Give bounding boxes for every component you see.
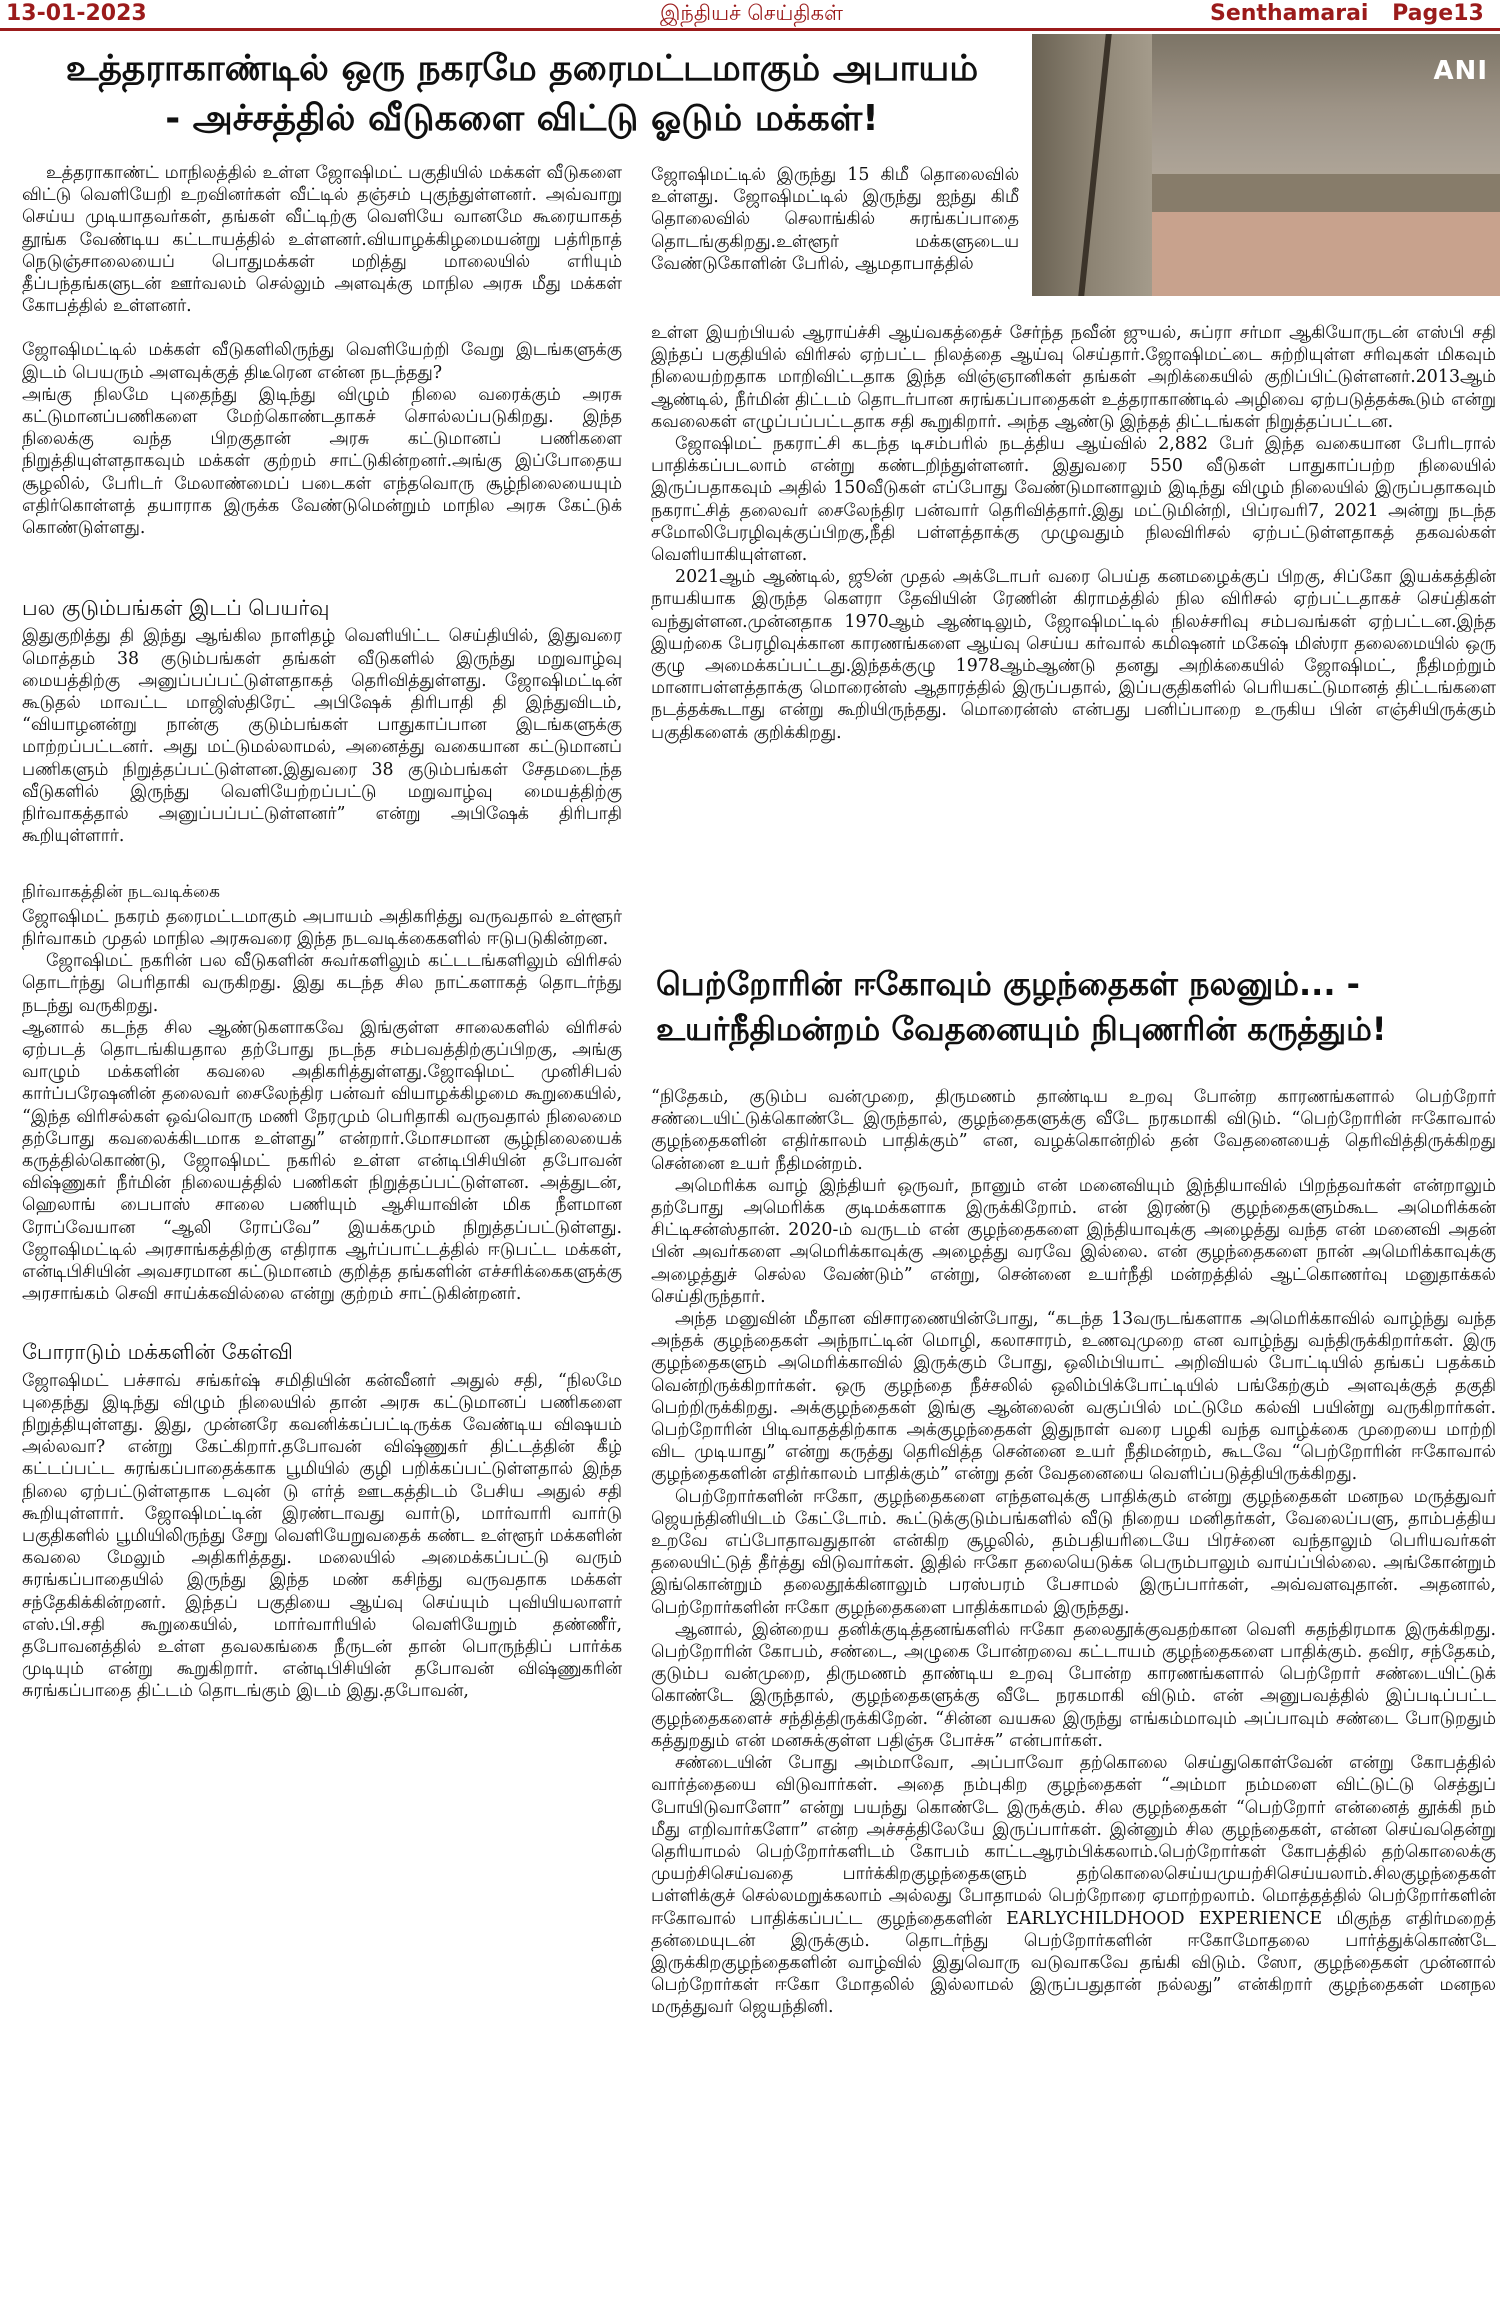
article1-para: ஆனால் கடந்த சில ஆண்டுகளாகவே இங்குள்ள சாலைகளில் விரிசல் ஏற்படத் தொடங்கியதால தற்போது நடந்த சம்பவத்திற்குப்பிறகு, அங்கு வாழும் மக்களின் கவலை அதிகரித்துள்ளது.ஜோஷிமட் முனிசிபல் கார்ப்பரேஷனின் தலைவர் சைலேந்திர பன்வர் வியாழக்கிழமை கூறுகையில், “இந்த விரிசல்கள் ஒவ்வொரு மணி நேரமும் பெரிதாகி வருவதால் நிலைமை தற்போது கவலைக்கிடமாக உள்ளது” என்றார்.மோசமான சூழ்நிலையைக் கருத்தில்கொண்டு, ஜோஷிமட் நகரில் உள்ள என்டிபிசியின் தபோவன் விஷ்ணுகர் நீர்மின் நிலையத்தில் பணிகள் நிறுத்தப்பட்டுள்ளன. அத்துடன், ஹெலாங் பைபாஸ் சாலை பணியும் ஆசியாவின் மிக நீளமான ரோப்வேயான “ஆலி ரோப்வே” இயக்கமும் நிறுத்தப்பட்டுள்ளது. ஜோஷிமட்டில் அரசாங்கத்திற்கு எதிராக ஆர்ப்பாட்டத்தில் ஈடுபட்ட மக்கள், என்டிபிசியின் அவசரமான கட்டுமானம் குறித்த தங்களின் எச்சரிக்கைகளுக்கு அரசாங்கம் செவி சாய்க்கவில்லை என்று குற்றம் சாட்டுகின்றனர்.: [22, 1017, 622, 1305]
article1-para: அங்கு நிலமே புதைந்து இடிந்து விழும் நிலை வரைக்கும் அரசு கட்டுமானப்பணிகளை மேற்கொண்டதாகச் சொல்லப்படுகிறது. இந்த நிலைக்கு வந்த பிறகுதான் அரசு கட்டுமானப் பணிகளை நிறுத்தியுள்ளதாகவும் மக்கள் குற்றம் சாட்டுகின்றனர்.அங்கு இப்போதைய சூழலில், பேரிடர் மேலாண்மைப் படைகள் எந்தவொரு சூழ்நிலையையும் எதிர்கொள்ளத் தயாராக இருக்க வேண்டுமென்றும் மாநில அரசு கேட்டுக் கொண்டுள்ளது.: [22, 384, 622, 539]
article2-para: “நிதேகம், குடும்ப வன்முறை, திருமணம் தாண்டிய உறவு போன்ற காரணங்களால் பெற்றோர் சண்டையிட்டுக்கொண்டே இருந்தால், குழந்தைகளுக்கு வீடே நரகமாகி விடும். “பெற்றோரின் ஈகோவால் குழந்தைகளின் எதிர்காலம் பாதிக்கும்” என, வழக்கொன்றில் தன் வேதனையைத் தெரிவித்திருக்கிறது சென்னை உயர் நீதிமன்றம்.: [651, 1087, 1496, 1174]
article1-para: ஜோஷிமட் நகராட்சி கடந்த டிசம்பரில் நடத்திய ஆய்வில் 2,882 பேர் இந்த வகையான பேரிடரால் பாதிக்கப்படலாம் என்று கண்டறிந்துள்ளனர். இதுவரை 550 வீடுகள் பாதுகாப்பற்ற நிலையில் இருப்பதாகவும் அதில் 150வீடுகள் எப்போது வேண்டுமானாலும் இடிந்து விழும் நிலையில் இருப்பதாகவும் நகராட்சித் தலைவர் சைலேந்திர பன்வார் தெரிவித்தார்.இது மட்டுமின்றி, பிப்ரவரி7, 2021 அன்று நடந்த சமோலிபேரழிவுக்குப்பிறகு,நீதி பள்ளத்தாக்கு முழுவதும் நிலவிரிசல் ஏற்பட்டுள்ளதாகத் தகவல்கள் வெளியாகியுள்ளன.: [651, 434, 1496, 566]
article2-para: அமெரிக்க வாழ் இந்தியர் ஒருவர், நானும் என் மனைவியும் இந்தியாவில் பிறந்தவர்கள் என்றாலும் தற்போது அமெரிக்க குடிமக்களாக இருக்கிறோம். என் இரண்டு குழந்தைகளும்கூட அமெரிக்கன் சிட்டிசன்ஸ்தான். 2020-ம் வருடம் என் குழந்தைகளை இந்தியாவுக்கு அழைத்து வந்த என் மனைவி அதன் பின் அவர்களை அமெரிக்காவுக்கு அழைத்து வரவே இல்லை. என் குழந்தைகளை நான் அமெரிக்காவுக்கு அழைத்துச் செல்ல வேண்டும்” என்று, சென்னை உயர்நீதி மன்றத்தில் ஆட்கொணர்வு மனுதாக்கல் செய்திருந்தார்.: [651, 1175, 1496, 1307]
photo-floor: [1152, 212, 1500, 296]
article1-headline-line1: உத்தராகாண்டில் ஒரு நகரமே தரைமட்டமாகும் அபாயம்: [65, 48, 979, 89]
article2-headline-line1: பெற்றோரின் ஈகோவும் குழந்தைகள் நலனும்... -: [656, 965, 1360, 1003]
article2-headline: [656, 962, 1500, 1052]
page-header: [0, 0, 1500, 30]
header-divider: [0, 28, 1500, 31]
article2-headline-line2: உயர்நீதிமன்றம் வேதனையும் நிபுணரின் கருத்தும்!: [656, 1010, 1387, 1048]
photo-credit: ANI: [1433, 56, 1488, 86]
section-title: இந்தியச் செய்திகள்: [660, 1, 843, 25]
page-number: Page13: [1392, 1, 1484, 26]
article2-para: பெற்றோர்களின் ஈகோ, குழந்தைகளை எந்தளவுக்கு பாதிக்கும் என்று குழந்தைகள் மனநல மருத்துவர் ஜெயந்தினியிடம் கேட்டோம். கூட்டுக்குடும்பங்களில் வீடு நிறைய மனிதர்கள், வேலைப்பளு, தாம்பத்திய உறவே எப்போதாவதுதான் என்கிற சூழலில், தம்பதியரிடையே பிரச்னை வந்தாலும் பெரியவர்கள் தலையிட்டுத் தீர்த்து விடுவார்கள். இதில் ஈகோ தலையெடுக்க பெரும்பாலும் வாய்ப்பில்லை. அங்கோன்றும் இங்கொன்றும் தலைதூக்கினாலும் பரஸ்பரம் பேசாமல் இருப்பார்கள், அவ்வளவுதான். அதனால், பெற்றோர்களின் ஈகோ குழந்தைகளை பாதிக்காமல் இருந்தது.: [651, 1486, 1496, 1618]
article1-headline: [22, 44, 1022, 144]
subheading-administration: நிர்வாகத்தின் நடவடிக்கை: [22, 882, 220, 903]
article1-para: 2021ஆம் ஆண்டில், ஜூன் முதல் அக்டோபர் வரை பெய்த கனமழைக்குப் பிறகு, சிப்கோ இயக்கத்தின் நாயகியாக இருந்த கௌரா தேவியின் ரேணின் கிராமத்தில் நில விரிசல் ஏற்பட்டதாகச் செய்திகள் வந்துள்ளன.முன்னதாக 1970ஆம் ஆண்டிலும், ஜோஷிமட்டில் நிலச்சரிவு சம்பவங்கள் ஏற்பட்டன.இந்த இயற்கை பேரழிவுக்கான காரணங்களை ஆய்வு செய்ய கர்வால் கமிஷனர் மகேஷ் மிஸ்ரா தலைமையில் ஒரு குழு அமைக்கப்பட்டது.இந்தக்குழு 1978ஆம்ஆண்டு தனது அறிக்கையில் ஜோஷிமட், நீதிமற்றும் மானாபள்ளத்தாக்கு மொரைன்ஸ் ஆதாரத்தில் இருப்பதால், இப்பகுதிகளில் பெரியகட்டுமானத் திட்டங்களை நடத்தக்கூடாது என்று கூறியிருந்தது. மொரைன்ஸ் என்பது பனிப்பாறை உருகிய பின் எஞ்சியிருக்கும் பகுதிகளைக் குறிக்கிறது.: [651, 567, 1496, 743]
article1-photo: [1032, 34, 1500, 296]
article1-right-column: [651, 322, 1496, 744]
article2-para: ஆனால், இன்றைய தனிக்குடித்தனங்களில் ஈகோ தலைதூக்குவதற்கான வெளி சுதந்திரமாக இருக்கிறது. பெற்றோரின் கோபம், சண்டை, அழுகை போன்றவை கட்டாயம் குழந்தைகளை பாதிக்கும். தவிர, சந்தேகம், குடும்ப வன்முறை, திருமணம் தாண்டிய உறவு போன்ற காரணங்களால் பெற்றோர் சண்டையிட்டுக் கொண்டே இருந்தால், குழந்தைகளுக்கு வீடே நரகமாகி விடும். என் அனுபவத்தில் இப்படிப்பட்ட குழந்தைகளைச் சந்தித்திருக்கிறேன். “சின்ன வயசுல இருந்து எங்கம்மாவும் அப்பாவும் சண்டை போடுறதும் கத்துறதும் என் மனசுக்குள்ள பதிஞ்சு போச்சு” என்பார்கள்.: [651, 1619, 1496, 1751]
publication-name: Senthamarai: [1210, 1, 1369, 26]
article1-para: ஜோஷிமட் நகரின் பல வீடுகளின் சுவர்களிலும் கட்டடங்களிலும் விரிசல் தொடர்ந்து பெரிதாகி வருகிறது. இது கடந்த சில நாட்களாகத் தொடர்ந்து நடந்து வருகிறது.: [22, 951, 622, 1016]
subheading-migration: பல குடும்பங்கள் இடப் பெயர்வு: [22, 596, 330, 621]
article1-left-column: [22, 162, 622, 1703]
article1-para: ஜோஷிமட் பச்சாவ் சங்கர்ஷ் சமிதியின் கன்வீனர் அதுல் சதி, “நிலமே புதைந்து இடிந்து விழும் நிலையில் தான் அரசு கட்டுமானப் பணிகளை நிறுத்தியுள்ளது. இது, முன்னரே கவனிக்கப்பட்டிருக்க வேண்டிய விஷயம் அல்லவா? என்று கேட்கிறார்.தபோவன் விஷ்ணுகர் திட்டத்தின் கீழ் கட்டப்பட்ட சுரங்கப்பாதைக்காக பூமியில் குழி பறிக்கப்பட்டுள்ளதால் இந்த நிலை ஏற்பட்டுள்ளதாக டவுன் டு எர்த் ஊடகத்திடம் பேசிய அதுல் சதி கூறியுள்ளார். ஜோஷிமட்டின் இரண்டாவது வார்டு, மார்வாரி வார்டு பகுதிகளில் பூமியிலிருந்து சேறு வெளியேறுவதைக் கண்ட உள்ளூர் மக்களின் கவலை மேலும் அதிகரித்தது. மலையில் அமைக்கப்பட்டு வரும் சுரங்கப்பாதையில் இருந்து இந்த மண் கசிந்து வருவதாக மக்கள் சந்தேகிக்கின்றனர். இந்தப் பகுதியை ஆய்வு செய்யும் புவியியலாளர் எஸ்.பி.சதி கூறுகையில், மார்வாரியில் வெளியேறும் தண்ணீர், தபோவனத்தில் உள்ள தவலகங்கை நீருடன் தான் பொருந்திப் பார்க்க முடியும் என்று கூறுகிறார். என்டிபிசியின் தபோவன் விஷ்ணுகரின் சுரங்கப்பாதை திட்டம் தொடங்கும் இடம் இது.தபோவன்,: [22, 1370, 622, 1702]
article1-right-narrow: [651, 164, 1019, 275]
article1-para: ஜோஷிமட்டில் இருந்து 15 கிமீ தொலைவில் உள்ளது. ஜோஷிமட்டில் இருந்து ஐந்து கிமீ தொலைவில் செலாங்கில் சுரங்கப்பாதை தொடங்குகிறது.உள்ளூர் மக்களுடைய வேண்டுகோளின் பேரில், ஆமதாபாத்தில்: [651, 165, 1019, 274]
article1-para: உள்ள இயற்பியல் ஆராய்ச்சி ஆய்வகத்தைச் சேர்ந்த நவீன் ஜுயல், சுப்ரா சர்மா ஆகியோருடன் எஸ்பி சதி இந்தப் பகுதியில் விரிசல் ஏற்பட்ட நிலத்தை ஆய்வு செய்தார்.ஜோஷிமட்டை சுற்றியுள்ள சரிவுகள் மிகவும் நிலையற்றதாக மாறிவிட்டதாக இந்த விஞ்ஞானிகள் தங்கள் அறிக்கையில் குறிப்பிட்டுள்ளனர்.2013ஆம் ஆண்டில், நீர்மின் திட்டம் தொடர்பான சுரங்கப்பாதைகள் உத்தராகாண்டில் அழிவை ஏற்படுத்தக்கூடும் என்று கவலைகள் எழுப்பப்பட்டதாக சதி கூறுகிறார். அந்த ஆண்டு இந்தத் திட்டங்கள் நிறுத்தப்பட்டன.: [651, 323, 1496, 432]
issue-date: 13-01-2023: [6, 1, 147, 26]
article1-headline-line2: - அச்சத்தில் வீடுகளை விட்டு ஓடும் மக்கள்!: [165, 98, 879, 139]
article1-para: உத்தராகாண்ட் மாநிலத்தில் உள்ள ஜோஷிமட் பகுதியில் மக்கள் வீடுகளை விட்டு வெளியேறி உறவினர்கள் வீட்டில் தஞ்சம் புகுந்துள்ளனர். அவ்வாறு செய்ய முடியாதவர்கள், தங்கள் வீட்டிற்கு வெளியே வானமே கூரையாகத் தூங்க வேண்டிய கட்டாயத்தில் உள்ளனர்.வியாழக்கிழமையன்று பத்ரிநாத் நெடுஞ்சாலையைப் பொதுமக்கள் மறித்து மாலையில் எரியும் தீப்பந்தங்களுடன் ஊர்வலம் செல்லும் அளவுக்கு மாநில அரசு மீது மக்கள் கோபத்தில் உள்ளனர்.: [22, 163, 622, 317]
article1-para: இதுகுறித்து தி இந்து ஆங்கில நாளிதழ் வெளியிட்ட செய்தியில், இதுவரை மொத்தம் 38 குடும்பங்கள் தங்கள் வீடுகளில் இருந்து மறுவாழ்வு மையத்திற்கு அனுப்பப்பட்டுள்ளதாகத் தெரிவித்துள்ளது. ஜோஷிமட்டின் கூடுதல் மாவட்ட மாஜிஸ்திரேட் அபிஷேக் திரிபாதி தி இந்துவிடம், “வியாழனன்று நான்கு குடும்பங்கள் பாதுகாப்பான இடங்களுக்கு மாற்றப்பட்டனர். அது மட்டுமல்லாமல், அனைத்து வகையான கட்டுமானப் பணிகளும் நிறுத்தப்பட்டுள்ளன.இதுவரை 38 குடும்பங்கள் சேதமடைந்த வீடுகளில் இருந்து வெளியேற்றப்பட்டு மறுவாழ்வு மையத்திற்கு நிர்வாகத்தால் அனுப்பப்பட்டுள்ளனர்” என்று அபிஷேக் திரிபாதி கூறியுள்ளார்.: [22, 626, 622, 847]
article1-para: ஜோஷிமட் நகரம் தரைமட்டமாகும் அபாயம் அதிகரித்து வருவதால் உள்ளூர் நிர்வாகம் முதல் மாநில அரசுவரை இந்த நடவடிக்கைகளில் ஈடுபடுகின்றன.: [22, 906, 622, 949]
article1-para: ஜோஷிமட்டில் மக்கள் வீடுகளிலிருந்து வெளியேற்றி வேறு இடங்களுக்கு இடம் பெயரும் அளவுக்குத் திடீரென என்ன நடந்தது?: [22, 340, 622, 383]
publication-info: [1210, 1, 1484, 26]
photo-ledge: [1152, 174, 1500, 212]
article2-para: சண்டையின் போது அம்மாவோ, அப்பாவோ தற்கொலை செய்துகொள்வேன் என்று கோபத்தில் வார்த்தையை விடுவார்கள். அதை நம்புகிற குழந்தைகள் “அம்மா நம்மளை விட்டுட்டு செத்துப் போயிடுவாளோ” என்று பயந்து கொண்டே இருக்கும். சில குழந்தைகள் “பெற்றோர் என்னைத் தூக்கி நம் மீது எறிவார்களோ” என்ற அச்சத்திலேயே இருப்பார்கள். இன்னும் சில குழந்தைகள், என்ன செய்வதென்று தெரியாமல் பெற்றோர்களிடம் கோபம் காட்டஆரம்பிக்கலாம்.பெற்றோர்கள் கோபத்தில் தற்கொலைக்கு முயற்சிசெய்வதை பார்க்கிறகுழந்தைகளும் தற்கொலைசெய்யமுயற்சிசெய்யலாம்.சிலகுழந்தைகள் பள்ளிக்குச் செல்லமறுக்கலாம் அல்லது போதாமல் பெற்றோரை ஏமாற்றலாம். மொத்தத்தில் பெற்றோர்களின் ஈகோவால் பாதிக்கப்பட்ட குழந்தைகளின் EARLYCHILDHOOD EXPERIENCE மிகுந்த எதிர்மறைத் தன்மையுடன் இருக்கும். தொடர்ந்து பெற்றோர்களின் ஈகோமோதலை பார்த்துக்கொண்டே இருக்கிறகுழந்தைகளின் வாழ்வில் இதுவொரு வடுவாகவே தங்கி விடும். ஸோ, குழந்தைகள் முன்னால் பெற்றோர்கள் ஈகோ மோதலில் இல்லாமல் இருப்பதுதான் நல்லது” என்கிறார் குழந்தைகள் மனநல மருத்துவர் ஜெயந்தினி.: [651, 1753, 1496, 2018]
article2-body: [651, 1086, 1496, 2019]
article2-para: அந்த மனுவின் மீதான விசாரணையின்போது, “கடந்த 13வருடங்களாக அமெரிக்காவில் வாழ்ந்து வந்த அந்தக் குழந்தைகள் அந்நாட்டின் மொழி, கலாசாரம், உணவுமுறை என வாழ்ந்து வந்திருக்கிறார்கள். இரு குழந்தைகளும் அமெரிக்காவில் இருக்கும் போது, ஒலிம்பியாட் அறிவியல் போட்டியில் தங்கப் பதக்கம் வென்றிருக்கிறார்கள். ஒரு குழந்தை நீச்சலில் ஒலிம்பிக்போட்டியில் பங்கேற்கும் அளவுக்குத் தகுதி பெற்றிருக்கிறது. அக்குழந்தைகள் இங்கு ஆன்லைன் வகுப்பில் மட்டுமே கல்வி பயின்று வருகிறார்கள். பெற்றோரின் பிடிவாதத்திற்காக அக்குழந்தைகள் இதுநாள் வரை பழகி வந்த வாழ்க்கை முறையை மாற்றி விட முடியாது” என்று கருத்து தெரிவித்த சென்னை உயர் நீதிமன்றம், கூடவே “பெற்றோரின் ஈகோவால் குழந்தைகளின் எதிர்காலம் பாதிக்கும்” என்று தன் வேதனையை வெளிப்படுத்தியிருக்கிறது.: [651, 1309, 1496, 1485]
subheading-protest: போராடும் மக்களின் கேள்வி: [22, 1340, 293, 1365]
